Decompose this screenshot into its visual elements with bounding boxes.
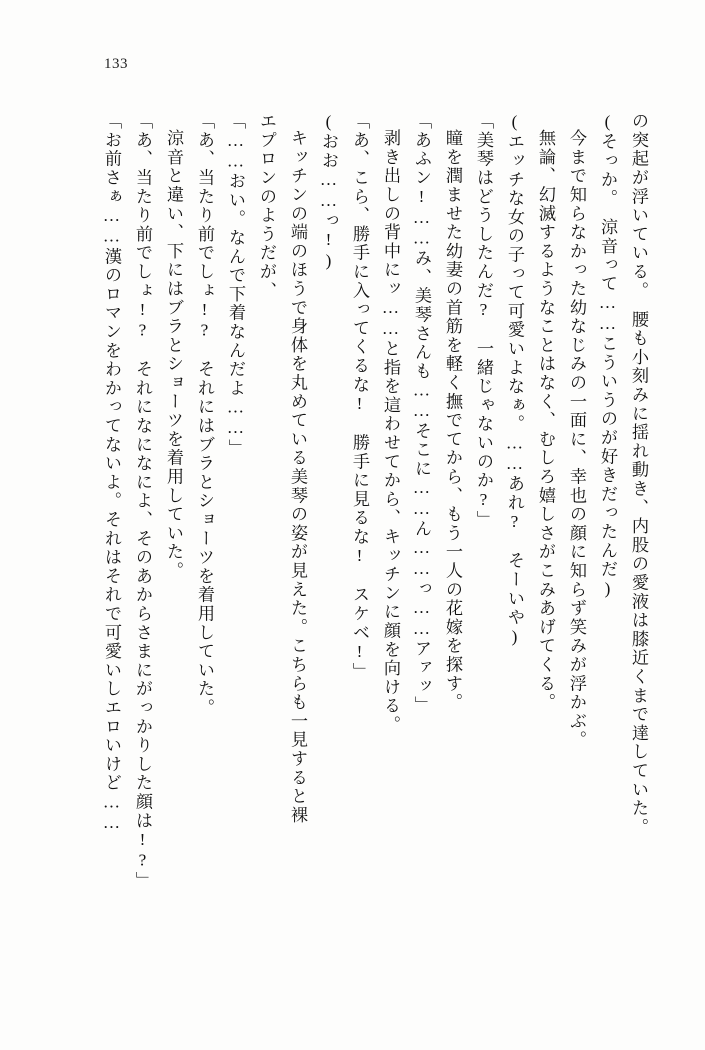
vertical-text-block [89,112,647,942]
text-line: 今まで知らなかった幼なじみの一面に、幸也の顔に知らず笑みが浮かぶ。 [567,129,586,750]
text-line: 「美琴はどうしたんだ? 一緒じゃないのか?」 [474,112,493,530]
text-line: (エッチな女の子って可愛いよなぁ。……あれ? そーいや) [505,112,524,648]
text-line: 瞳を潤ませた幼妻の首筋を軽く撫でてから、もう一人の花嫁を探す。 [443,129,462,712]
text-line: (そっか。 涼音って……こういうのが好きだったんだ) [598,112,617,600]
text-line: キッチンの端のほうで身体を丸めている美琴の姿が見えた。こちらも一見すると裸 [288,129,307,825]
text-line: 「あ、当たり前でしょ!? それになになによ、そのあからさまにがっかりした顔は!?」 [133,112,152,890]
text-line: 「あ、こら、勝手に入ってくるな! 勝手に見るな! スケベ!」 [350,112,369,682]
text-line: の突起が浮いている。 腰も小刻みに揺れ動き、内股の愛液は膝近くまで達していた。 [629,112,648,837]
text-line: 「あふン!……み、美琴さんも……そこに……ん……っ……アァッ」 [412,112,431,715]
text-line: (おお……っ!) [319,112,338,272]
page-number: 133 [104,56,128,72]
text-line: 「お前さぁ……漢のロマンをわかってないよ。それはそれで可愛いしエロいけど…… [102,112,121,834]
text-line: 剥き出しの背中にッ……と指を這わせてから、キッチンに顔を向ける。 [381,129,400,735]
text-line: エプロンのようだが、 [257,112,276,300]
text-line: 涼音と違い、下にはブラとショーツを着用していた。 [164,129,183,581]
text-line: 無論、幻滅するようなことはなく、むしろ嬉しさがこみあげてくる。 [536,129,555,712]
text-line: 「……おい。なんで下着なんだよ……」 [226,112,245,458]
text-line: 「あ、当たり前でしょ!? それにはブラとショーツを着用していた。 [195,112,214,718]
